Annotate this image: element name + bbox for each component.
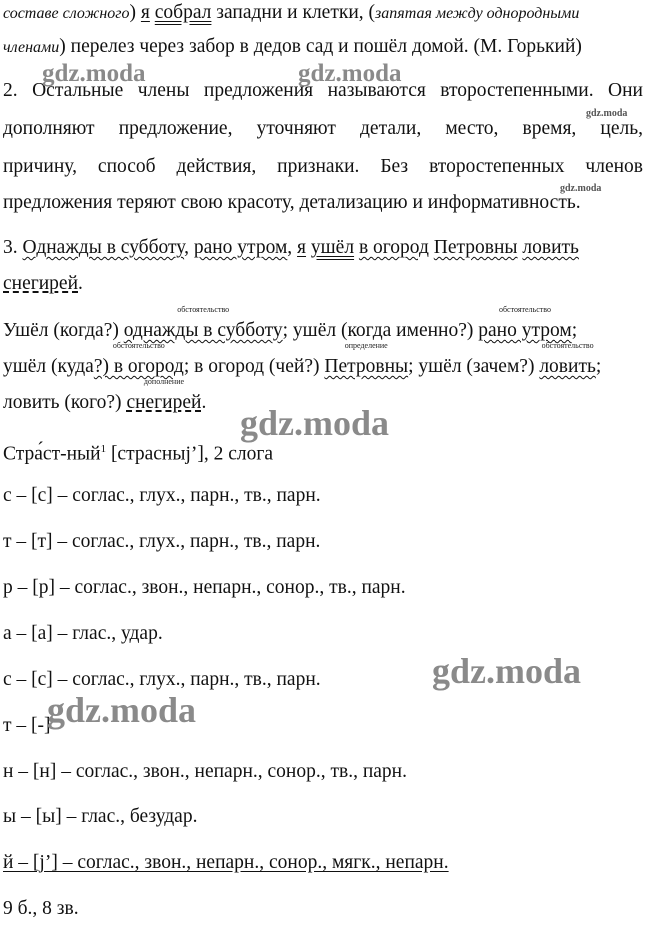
annotation-label: обстоятельство — [177, 305, 230, 314]
predicate-word: собрал — [154, 2, 212, 23]
watermark-logo: gdz.moda — [298, 60, 402, 87]
p2-line-4: предложения теряют свою красоту, детализацию и информативность. — [3, 192, 581, 213]
p3-line-2: снегирей. — [3, 273, 83, 294]
phonetic-row: ы – [ы] – глас., безудар. — [3, 806, 198, 827]
annotated-adverbial: обстоятельство ловить — [539, 341, 596, 377]
annotation-label: обстоятельство — [498, 305, 551, 314]
annotation-label: обстоятельство — [541, 341, 594, 350]
annotated-adverbial: обстоятельство однажды в субботу — [123, 305, 283, 341]
p3-line-1: 3. Однажды в субботу, рано утром, я ушёл в огород Петровны ловить — [3, 237, 579, 258]
subject-word: я — [297, 237, 307, 258]
adverbial-phrase: в огород — [358, 237, 429, 258]
watermark-logo: gdz.moda — [42, 60, 146, 87]
qa-line-2: ушёл (куда обстоятельство ?) в огород; в огород (чей?) определение Петровны; ушёл (зачем?) обстоятельство ловить; — [3, 341, 602, 377]
italic-note: запятая между однородными — [375, 5, 580, 22]
adverbial-word: ловить — [522, 237, 579, 258]
subject-word: я — [140, 2, 150, 23]
phonetic-row: н – [н] – соглас., звон., непарн., сонор., тв., парн. — [3, 761, 407, 782]
phonetic-row: а – [а] – глас., удар. — [3, 623, 163, 644]
footnote-marker: 1 — [100, 443, 107, 455]
annotation-label: определение — [344, 341, 388, 350]
phonetic-row: р – [р] – соглас., звон., непарн., сонор., тв., парн. — [3, 577, 406, 598]
phonetic-heading: Стра́ст-ный$^1$ [страсныj’], 2 слога — [3, 443, 274, 465]
annotated-adverbial: обстоятельство ?) в огород — [93, 341, 184, 377]
p1-line-2: членами) перелез через забор в дедов сад и пошёл домой. (М. Горький) — [3, 36, 582, 57]
watermark-logo: gdz.moda — [240, 403, 390, 443]
attribute-word: Петровны — [433, 237, 518, 258]
annotated-object: дополнение снегирей — [126, 377, 202, 413]
phonetic-row: с – [с] – соглас., глух., парн., тв., парн. — [3, 669, 321, 690]
watermark-logo: gdz.moda — [560, 183, 602, 194]
adverbial-phrase: Однажды в субботу — [22, 237, 185, 258]
p2-line-1: 2. Остальные члены предложения называются второстепенными. Они — [3, 80, 643, 101]
phonetic-row: т – [-] — [3, 715, 51, 736]
predicate-word: ушёл — [310, 237, 355, 258]
object-word: снегирей — [3, 273, 79, 294]
watermark-logo: gdz.moda — [47, 690, 197, 730]
italic-note: членами — [3, 39, 60, 56]
phonetic-total: 9 б., 8 зв. — [3, 898, 79, 919]
watermark-logo: gdz.moda — [432, 651, 582, 691]
p1-line-1: составе сложного) я собрал западни и клетки, (запятая между однородными — [3, 2, 580, 23]
phonetic-row: с – [с] – соглас., глух., парн., тв., парн. — [3, 485, 321, 506]
phonetic-row: т – [т] – соглас., глух., парн., тв., парн. — [3, 531, 321, 552]
italic-note: составе сложного — [3, 5, 130, 22]
annotated-adverbial: обстоятельство рано утром — [478, 305, 572, 341]
annotation-label: обстоятельство — [112, 341, 165, 350]
adverbial-phrase: рано утром — [193, 237, 288, 258]
qa-line-1: Ушёл (когда?) обстоятельство однажды в субботу; ушёл (когда именно?) обстоятельство рано утром; — [3, 305, 578, 341]
p2-line-2: дополняют предложение, уточняют детали, место, время, цель, — [3, 118, 643, 139]
p2-line-3: причину, способ действия, признаки. Без второстепенных членов — [3, 156, 643, 177]
annotation-label: дополнение — [143, 377, 185, 386]
qa-line-3: ловить (кого?) дополнение снегирей. — [3, 377, 207, 413]
annotated-attribute: определение Петровны — [324, 341, 409, 377]
watermark-logo: gdz.moda — [586, 108, 628, 119]
phonetic-row: й – [j’] – соглас., звон., непарн., сонор., мягк., непарн. — [3, 852, 449, 873]
